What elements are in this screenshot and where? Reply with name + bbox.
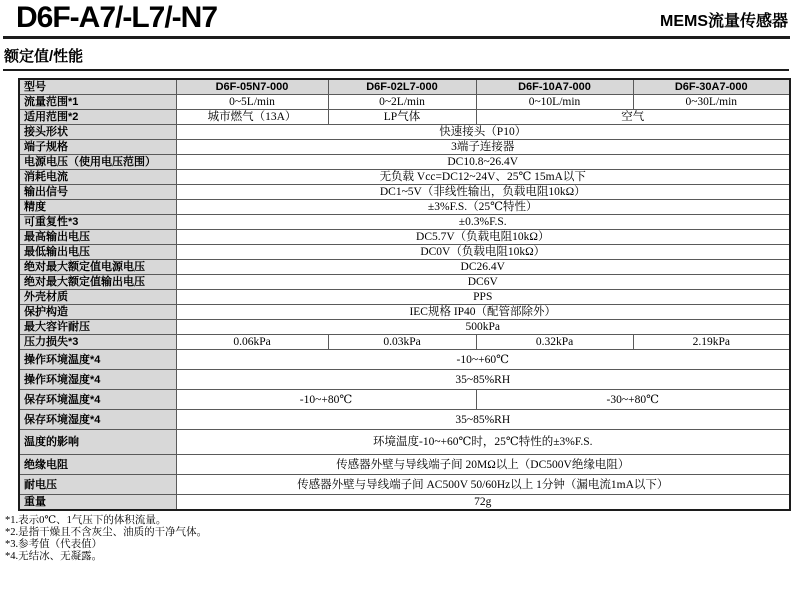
spec-value-cell: ±3%F.S.（25℃特性） xyxy=(176,200,790,215)
table-row xyxy=(19,305,790,320)
table-row xyxy=(19,390,790,410)
section-divider xyxy=(3,69,789,71)
header-divider xyxy=(3,36,790,39)
spec-value-cell: 0.32kPa xyxy=(476,335,633,350)
spec-value-cell: 0~10L/min xyxy=(476,95,633,110)
spec-value-cell: ±0.3%F.S. xyxy=(176,215,790,230)
spec-value-cell: 35~85%RH xyxy=(176,370,790,390)
spec-row-label: 保护构造 xyxy=(19,305,176,320)
spec-row-label: 电源电压（使用电压范围） xyxy=(19,155,176,170)
model-name: D6F-30A7-000 xyxy=(633,79,790,95)
table-row xyxy=(19,230,790,245)
spec-row-label: 操作环境湿度*4 xyxy=(19,370,176,390)
table-row xyxy=(19,260,790,275)
table-row xyxy=(19,110,790,125)
table-row xyxy=(19,290,790,305)
spec-row-label: 温度的影响 xyxy=(19,430,176,455)
spec-row-label: 压力损失*3 xyxy=(19,335,176,350)
spec-value-cell: 0~5L/min xyxy=(176,95,328,110)
spec-row-label: 耐电压 xyxy=(19,475,176,495)
spec-row-label: 操作环境温度*4 xyxy=(19,350,176,370)
spec-value-cell: DC5.7V（负载电阻10kΩ） xyxy=(176,230,790,245)
spec-value-cell: DC1~5V（非线性输出，负载电阻10kΩ） xyxy=(176,185,790,200)
doc-header xyxy=(3,1,790,35)
table-row xyxy=(19,125,790,140)
spec-value-cell: DC0V（负载电阻10kΩ） xyxy=(176,245,790,260)
spec-value-cell: 传感器外壁与导线端子间 AC500V 50/60Hz以上 1分钟（漏电流1mA以下） xyxy=(176,475,790,495)
table-row xyxy=(19,200,790,215)
header-label: 型号 xyxy=(19,79,176,95)
spec-row-label: 最低输出电压 xyxy=(19,245,176,260)
table-row xyxy=(19,185,790,200)
spec-row-label: 流量范围*1 xyxy=(19,95,176,110)
table-row xyxy=(19,215,790,230)
table-row xyxy=(19,245,790,260)
spec-value-cell: 2.19kPa xyxy=(633,335,790,350)
table-row xyxy=(19,350,790,370)
table-row xyxy=(19,455,790,475)
spec-value-cell: 35~85%RH xyxy=(176,410,790,430)
spec-value-cell: 3端子连接器 xyxy=(176,140,790,155)
table-row xyxy=(19,275,790,290)
spec-value-cell: DC6V xyxy=(176,275,790,290)
spec-value-cell: IEC规格 IP40（配管部除外） xyxy=(176,305,790,320)
spec-value-cell: 快速接头（P10） xyxy=(176,125,790,140)
spec-row-label: 可重复性*3 xyxy=(19,215,176,230)
footnotes xyxy=(5,515,790,563)
spec-row-label: 最大容许耐压 xyxy=(19,320,176,335)
table-row xyxy=(19,95,790,110)
spec-row-label: 绝缘电阻 xyxy=(19,455,176,475)
spec-value-cell: 传感器外壁与导线端子间 20MΩ以上（DC500V绝缘电阻） xyxy=(176,455,790,475)
page-title: D6F-A7/-L7/-N7 xyxy=(16,1,218,34)
spec-row-label: 绝对最大额定值电源电压 xyxy=(19,260,176,275)
spec-row-label: 最高输出电压 xyxy=(19,230,176,245)
spec-value-cell: 城市燃气（13A） xyxy=(176,110,328,125)
table-row xyxy=(19,170,790,185)
spec-row-label: 输出信号 xyxy=(19,185,176,200)
spec-value-cell: LP气体 xyxy=(328,110,476,125)
spec-value-cell: 500kPa xyxy=(176,320,790,335)
spec-value-cell: -30~+80℃ xyxy=(476,390,790,410)
footnote-1: *1.表示0℃、1气压下的体积流量。 xyxy=(5,515,167,526)
spec-value-cell: DC10.8~26.4V xyxy=(176,155,790,170)
spec-row-label: 适用范围*2 xyxy=(19,110,176,125)
spec-value-cell: 空气 xyxy=(476,110,790,125)
table-row xyxy=(19,155,790,170)
footnote-4: *4.无结冰、无凝露。 xyxy=(5,551,103,562)
spec-row-label: 绝对最大额定值输出电压 xyxy=(19,275,176,290)
spec-row-label: 消耗电流 xyxy=(19,170,176,185)
table-row xyxy=(19,140,790,155)
spec-value-cell: 0~30L/min xyxy=(633,95,790,110)
product-category-label: MEMS流量传感器 xyxy=(659,13,788,30)
spec-row-label: 精度 xyxy=(19,200,176,215)
spec-value-cell: 0.03kPa xyxy=(328,335,476,350)
spec-row-label: 保存环境温度*4 xyxy=(19,390,176,410)
spec-value-cell: -10~+60℃ xyxy=(176,350,790,370)
spec-table xyxy=(18,78,791,511)
spec-value-cell: 0~2L/min xyxy=(328,95,476,110)
table-header-row xyxy=(19,79,790,95)
table-row xyxy=(19,335,790,350)
spec-value-cell: PPS xyxy=(176,290,790,305)
spec-row-label: 外壳材质 xyxy=(19,290,176,305)
footnote-3: *3.参考值（代表值） xyxy=(5,539,103,550)
spec-value-cell: DC26.4V xyxy=(176,260,790,275)
model-name: D6F-02L7-000 xyxy=(328,79,476,95)
model-name: D6F-10A7-000 xyxy=(476,79,633,95)
table-row xyxy=(19,410,790,430)
spec-value-cell: -10~+80℃ xyxy=(176,390,476,410)
spec-value-cell: 72g xyxy=(176,495,790,511)
spec-value-cell: 环境温度-10~+60℃时，25℃特性的±3%F.S. xyxy=(176,430,790,455)
table-row xyxy=(19,495,790,511)
section-title: 额定值/性能 xyxy=(4,48,84,65)
table-row xyxy=(19,320,790,335)
table-row xyxy=(19,370,790,390)
model-name: D6F-05N7-000 xyxy=(176,79,328,95)
table-row xyxy=(19,475,790,495)
spec-row-label: 接头形状 xyxy=(19,125,176,140)
spec-row-label: 端子规格 xyxy=(19,140,176,155)
table-row xyxy=(19,430,790,455)
footnote-2: *2.是指干燥且不含灰尘、油质的干净气体。 xyxy=(5,527,208,538)
spec-value-cell: 无负载 Vcc=DC12~24V、25℃ 15mA以下 xyxy=(176,170,790,185)
spec-value-cell: 0.06kPa xyxy=(176,335,328,350)
spec-row-label: 保存环境湿度*4 xyxy=(19,410,176,430)
spec-row-label: 重量 xyxy=(19,495,176,511)
